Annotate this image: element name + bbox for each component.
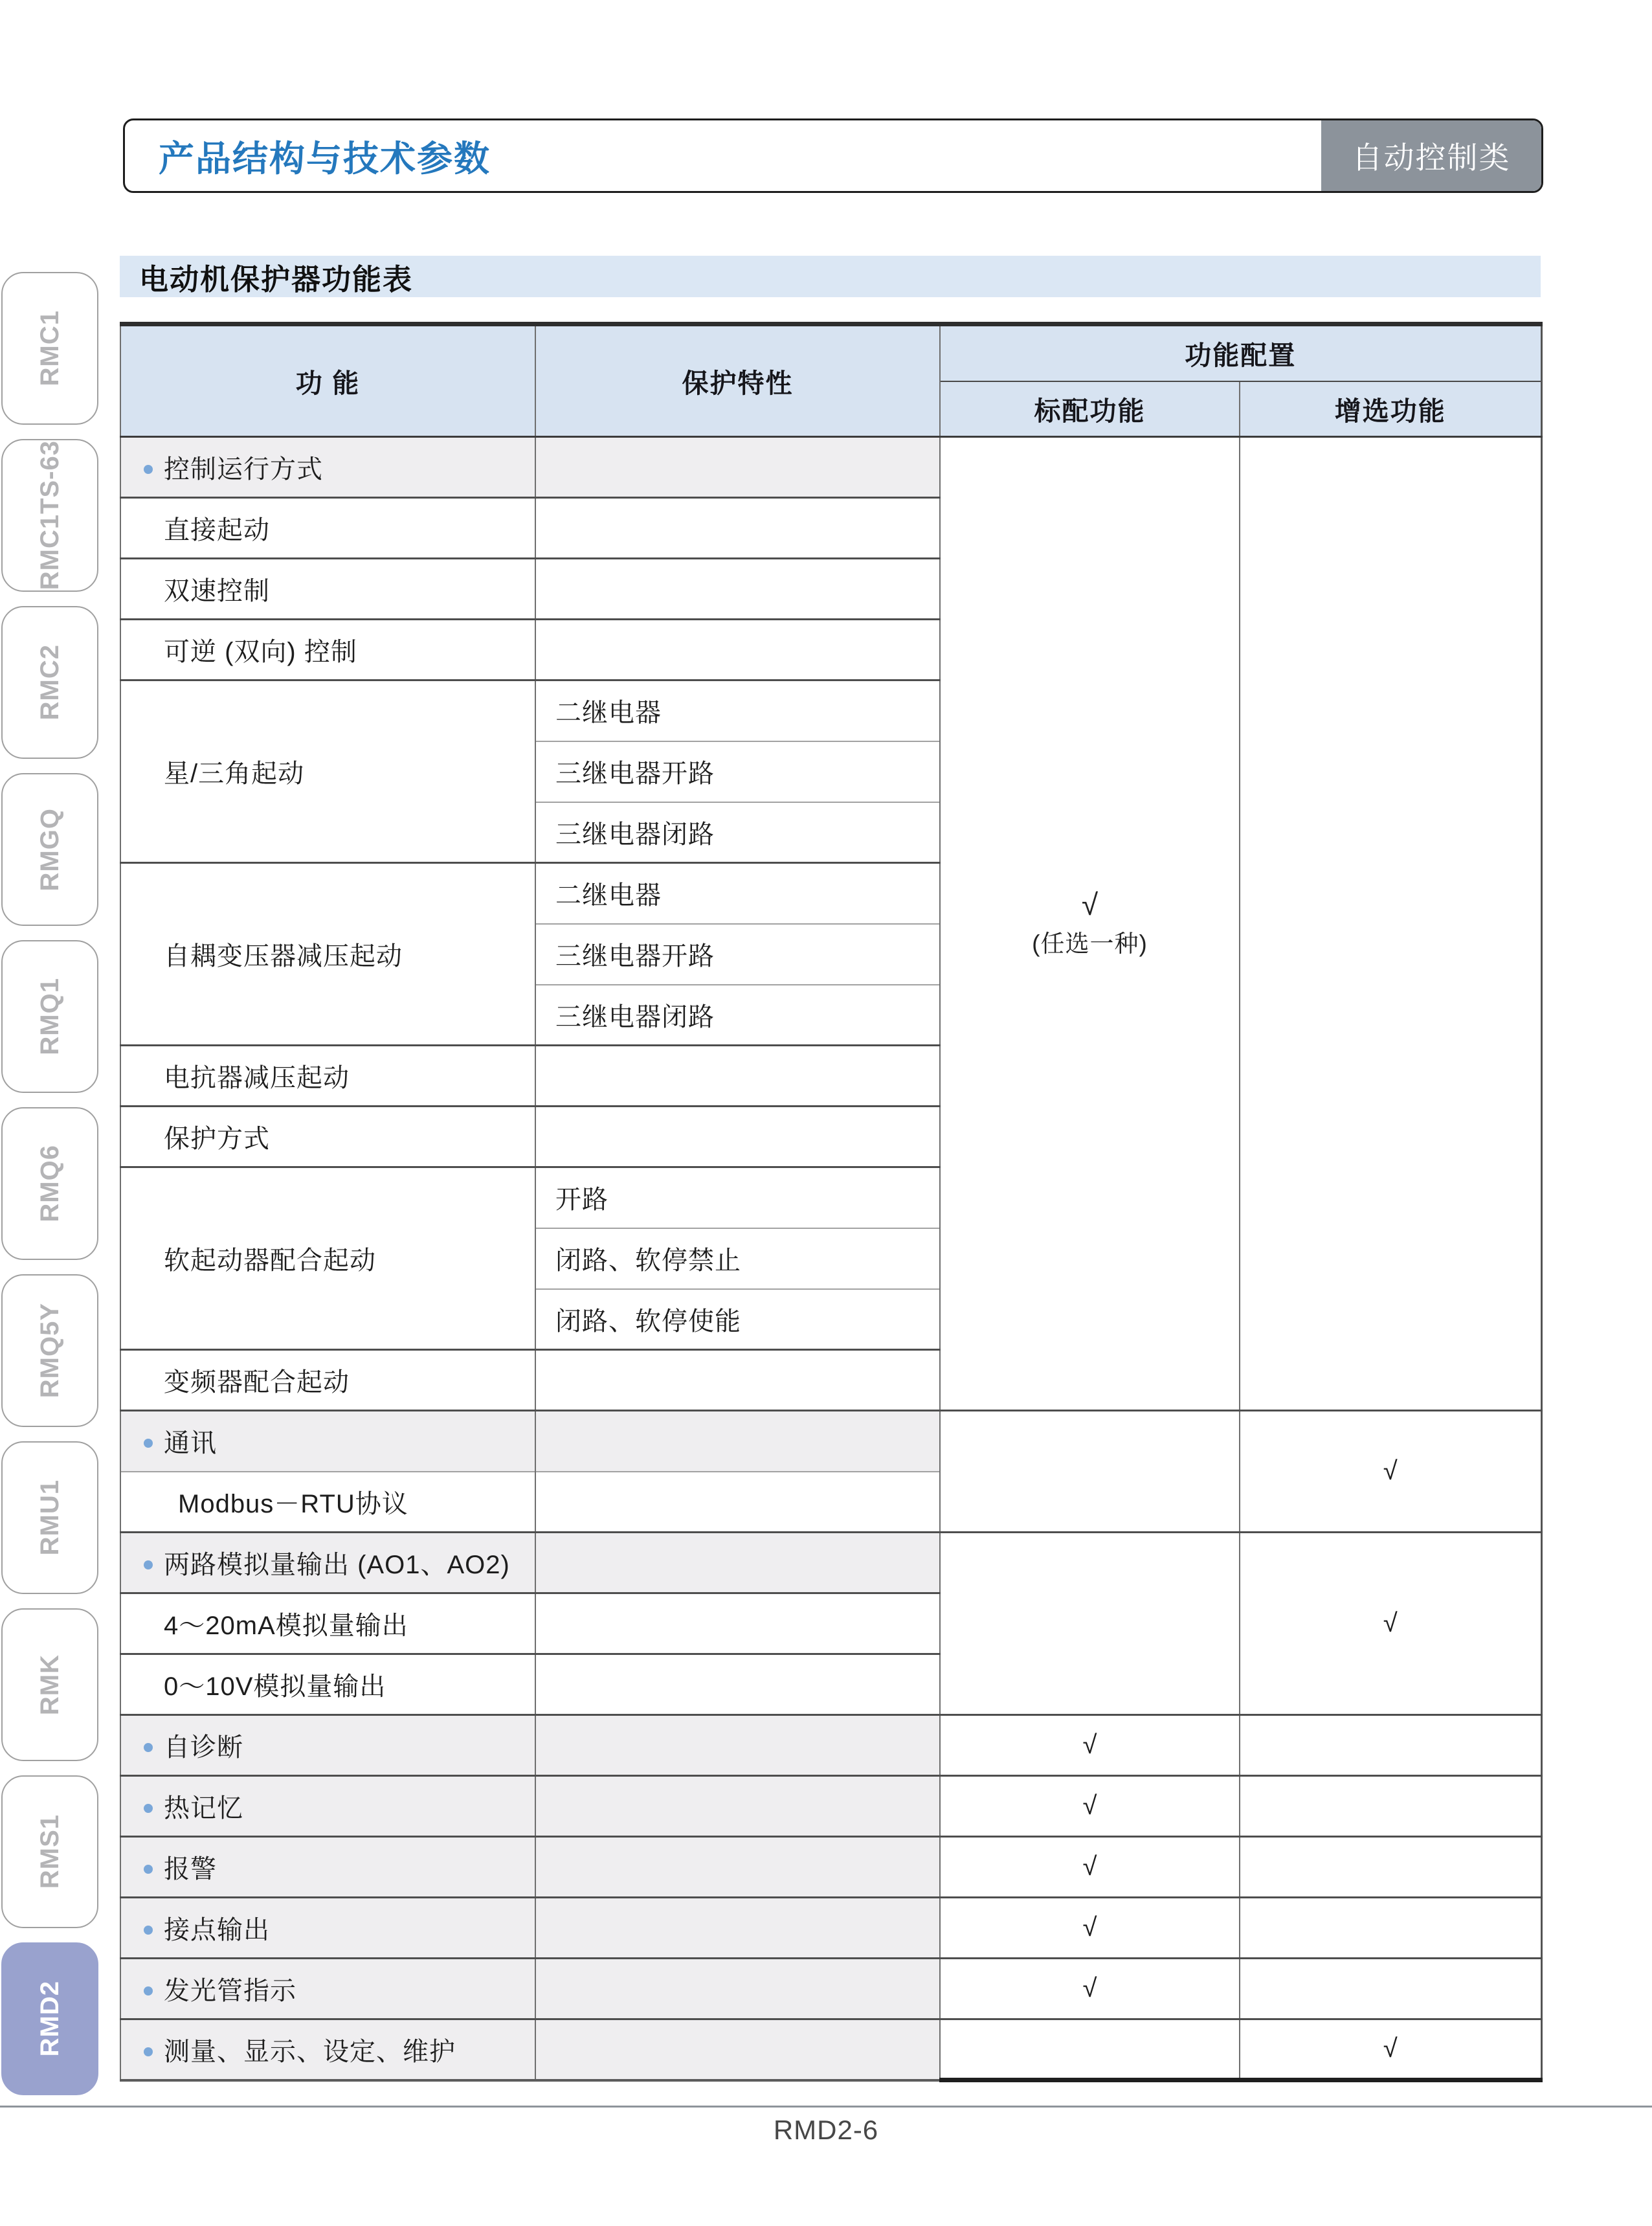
protection-cell [535, 437, 940, 498]
sidebar-tab-rmk[interactable] [1, 1608, 98, 1761]
checkmark: √ [1082, 1731, 1097, 1759]
function-cell [120, 1046, 535, 1107]
choice-note: (任选一种) [1032, 930, 1148, 957]
page-number: RMD2-6 [773, 2115, 879, 2145]
standard-cell [940, 1715, 1240, 1776]
cell-text: 星/三角起动 [164, 759, 305, 788]
table-row [120, 1533, 1541, 1593]
function-cell [120, 1167, 535, 1350]
function-cell [120, 1533, 535, 1593]
function-cell [120, 1776, 535, 1837]
function-cell [120, 1654, 535, 1715]
cell-text: 直接起动 [164, 516, 270, 545]
cell-text: 0～10V模拟量输出 [164, 1672, 386, 1701]
protection-cell [535, 924, 940, 985]
checkmark: √ [1082, 1913, 1097, 1942]
sidebar-tab-rmu1[interactable] [1, 1441, 98, 1594]
bullet-icon [144, 2047, 153, 2056]
cell-text: 可逆 (双向) 控制 [164, 638, 357, 666]
protection-cell [535, 1167, 940, 1228]
function-cell [120, 863, 535, 1046]
table-row [120, 1837, 1541, 1898]
protection-cell [535, 1715, 940, 1776]
protection-cell [535, 1654, 940, 1715]
protection-cell [535, 1046, 940, 1107]
column-header-config: 功能配置 [940, 324, 1541, 381]
cell-text: 变频器配合起动 [164, 1368, 350, 1397]
optional-cell [1240, 1411, 1541, 1533]
protection-cell [535, 1533, 940, 1593]
optional-cell [1240, 437, 1541, 1411]
checkmark: √ [1383, 1457, 1398, 1485]
protection-cell [535, 1107, 940, 1167]
sidebar-tab-rmc1ts-63[interactable] [1, 439, 98, 592]
standard-cell [940, 437, 1240, 1411]
protection-cell [535, 1898, 940, 1959]
function-cell [120, 1959, 535, 2019]
sidebar-tab-rms1[interactable] [1, 1775, 98, 1928]
function-cell [120, 1898, 535, 1959]
cell-text: 双速控制 [164, 577, 270, 605]
checkmark: √ [1082, 1974, 1097, 2003]
cell-text: 三继电器闭路 [555, 1002, 715, 1031]
protection-cell [535, 1776, 940, 1837]
sidebar-tab-label: RMC1 [36, 310, 64, 387]
function-cell [120, 1411, 535, 1472]
optional-cell [1240, 1898, 1541, 1959]
standard-cell [940, 2019, 1240, 2080]
function-cell [120, 559, 535, 620]
table-row [120, 1715, 1541, 1776]
bullet-icon [144, 1986, 153, 1996]
bullet-icon [144, 1743, 153, 1752]
cell-text: 两路模拟量输出 (AO1、AO2) [164, 1551, 510, 1579]
checkmark: √ [1383, 2034, 1398, 2063]
sidebar-tab-label: RMS1 [36, 1814, 64, 1889]
protection-cell [535, 1228, 940, 1289]
sidebar-tab-rmgq[interactable] [1, 773, 98, 926]
column-header-standard: 标配功能 [940, 381, 1240, 437]
standard-cell [940, 1837, 1240, 1898]
cell-text: 保护方式 [164, 1125, 270, 1153]
protection-cell [535, 1837, 940, 1898]
sidebar-tab-rmq5y[interactable] [1, 1274, 98, 1427]
function-cell [120, 1472, 535, 1533]
table-title: 电动机保护器功能表 [120, 256, 1541, 297]
cell-text: 自耦变压器减压起动 [164, 942, 403, 971]
function-cell [120, 2019, 535, 2080]
function-table [120, 322, 1543, 2082]
standard-cell [940, 1533, 1240, 1715]
standard-cell [940, 1411, 1240, 1533]
protection-cell [535, 863, 940, 924]
cell-text: 报警 [164, 1855, 217, 1883]
cell-text: 二继电器 [555, 881, 662, 910]
table-row [120, 437, 1541, 498]
optional-cell [1240, 1776, 1541, 1837]
function-table-section [120, 256, 1541, 2082]
optional-cell [1240, 1533, 1541, 1715]
function-cell [120, 1715, 535, 1776]
bullet-icon [144, 1804, 153, 1813]
table-row [120, 1959, 1541, 2019]
cell-text: Modbus－RTU协议 [178, 1489, 408, 1518]
cell-text: 闭路、软停禁止 [555, 1246, 741, 1275]
sidebar-tab-label: RMQ6 [36, 1145, 64, 1222]
function-cell [120, 437, 535, 498]
cell-text: 通讯 [164, 1429, 217, 1458]
cell-text: 开路 [555, 1186, 608, 1215]
sidebar-tab-rmc2[interactable] [1, 606, 98, 759]
sidebar-tab-rmq6[interactable] [1, 1107, 98, 1260]
protection-cell [535, 1411, 940, 1472]
protection-cell [535, 498, 940, 559]
bullet-icon [144, 1865, 153, 1874]
cell-text: 二继电器 [555, 699, 662, 728]
function-cell [120, 1107, 535, 1167]
cell-text: 软起动器配合起动 [164, 1246, 376, 1275]
function-cell [120, 1593, 535, 1654]
function-cell [120, 498, 535, 559]
function-cell [120, 1350, 535, 1411]
cell-text: 热记忆 [164, 1794, 243, 1823]
cell-text: 发光管指示 [164, 1977, 296, 2005]
column-header-optional: 增选功能 [1240, 381, 1541, 437]
footer-rule [0, 2106, 1652, 2108]
cell-text: 接点输出 [164, 1916, 270, 1944]
protection-cell [535, 1350, 940, 1411]
protection-cell [535, 620, 940, 680]
standard-cell [940, 1898, 1240, 1959]
protection-cell [535, 2019, 940, 2080]
protection-cell [535, 802, 940, 863]
checkmark: √ [1082, 1792, 1097, 1820]
table-row [120, 1898, 1541, 1959]
bullet-icon [144, 1560, 153, 1569]
sidebar-tab-rmq1[interactable] [1, 940, 98, 1093]
page-header [123, 118, 1543, 193]
cell-text: 4～20mA模拟量输出 [164, 1612, 408, 1640]
bullet-icon [144, 1926, 153, 1935]
sidebar-tab-label: RMQ1 [36, 978, 64, 1055]
page-title: 产品结构与技术参数 [159, 139, 491, 179]
checkmark: √ [1383, 1609, 1398, 1637]
protection-cell [535, 741, 940, 802]
function-cell [120, 620, 535, 680]
bullet-icon [144, 465, 153, 474]
cell-text: 自诊断 [164, 1733, 243, 1762]
protection-cell [535, 1593, 940, 1654]
sidebar-tab-label: RMC1TS-63 [36, 440, 64, 590]
cell-text: 闭路、软停使能 [555, 1307, 741, 1336]
protection-cell [535, 559, 940, 620]
sidebar-tab-label: RMQ5Y [36, 1303, 64, 1399]
cell-text: 三继电器闭路 [555, 820, 715, 849]
checkmark: √ [1082, 1852, 1097, 1881]
protection-cell [535, 1472, 940, 1533]
protection-cell [535, 1289, 940, 1350]
cell-text: 测量、显示、设定、维护 [164, 2037, 456, 2066]
optional-cell [1240, 2019, 1541, 2080]
optional-cell [1240, 1959, 1541, 2019]
cell-text: 控制运行方式 [164, 455, 323, 484]
sidebar-tab-rmd2[interactable] [1, 1942, 98, 2095]
protection-cell [535, 1959, 940, 2019]
protection-cell [535, 985, 940, 1046]
cell-text: 电抗器减压起动 [164, 1064, 350, 1092]
column-header-protection: 保护特性 [535, 324, 940, 437]
cell-text: 三继电器开路 [555, 942, 715, 971]
optional-cell [1240, 1715, 1541, 1776]
sidebar-tab-label: RMK [36, 1654, 64, 1716]
cell-text: 三继电器开路 [555, 759, 715, 788]
column-header-function: 功 能 [120, 324, 535, 437]
standard-cell [940, 1776, 1240, 1837]
bullet-icon [144, 1439, 153, 1448]
table-row [120, 1411, 1541, 1472]
sidebar-tab-label: RMC2 [36, 644, 64, 721]
table-row [120, 1776, 1541, 1837]
function-cell [120, 680, 535, 863]
table-row [120, 2019, 1541, 2080]
optional-cell [1240, 1837, 1541, 1898]
sidebar-tab-label: RMU1 [36, 1479, 64, 1556]
category-badge: 自动控制类 [1321, 120, 1541, 191]
sidebar-tab-label: RMGQ [36, 807, 64, 892]
checkmark: √ [1081, 888, 1099, 922]
standard-cell [940, 1959, 1240, 2019]
sidebar-tab-label: RMD2 [36, 1981, 64, 2057]
sidebar-tab-rmc1[interactable] [1, 272, 98, 425]
protection-cell [535, 680, 940, 741]
function-cell [120, 1837, 535, 1898]
